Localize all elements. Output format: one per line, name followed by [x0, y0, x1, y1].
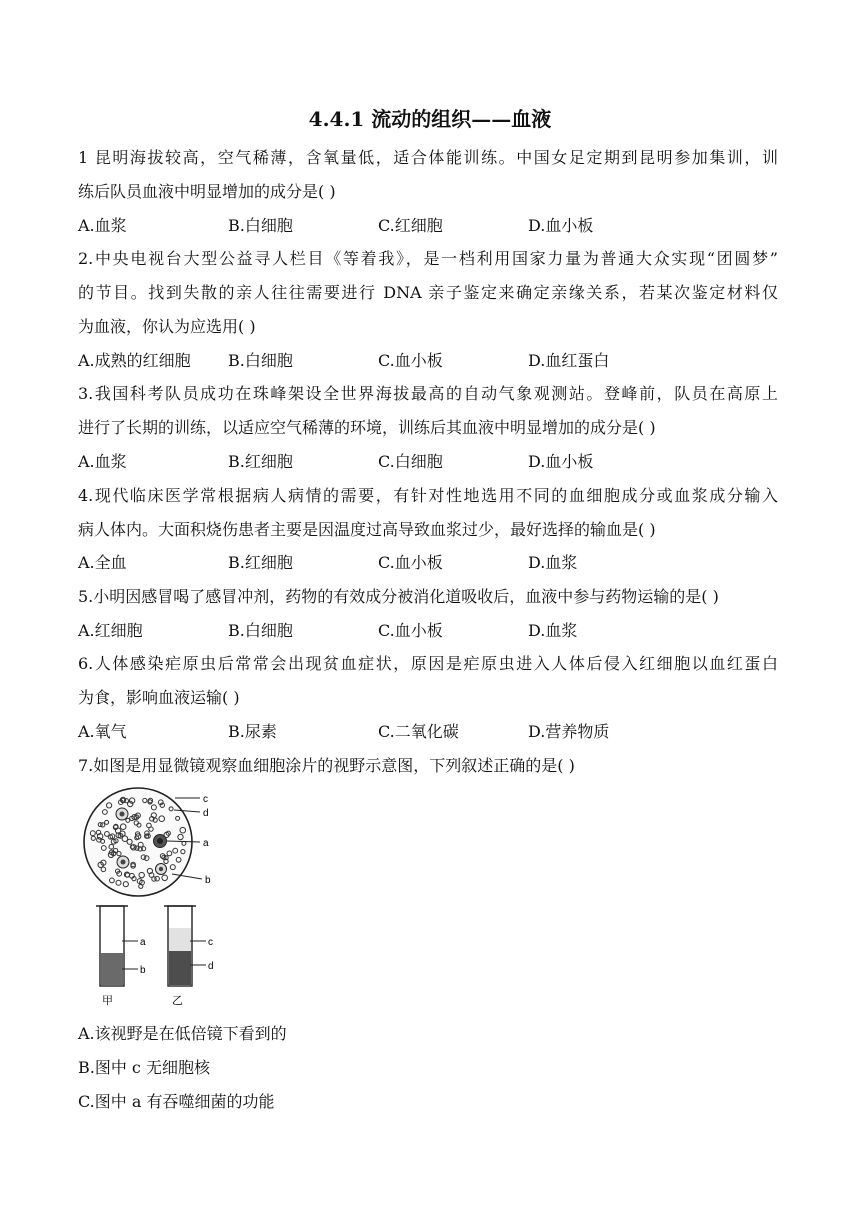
q4-line-1: 4.现代临床医学常根据病人病情的需要，有针对性地选用不同的血细胞成分或血浆成分输入 [78, 486, 778, 505]
q6-option-a: A.氧气 [78, 722, 127, 741]
q3-option-c: C.白细胞 [378, 452, 443, 471]
q6-option-c: C.二氧化碳 [378, 722, 459, 741]
q7-choice-b: B.图中 c 无细胞核 [78, 1058, 210, 1077]
blood-figure [78, 786, 228, 1008]
q4-options [78, 551, 778, 575]
q4-option-b: B.红细胞 [228, 553, 293, 572]
tube-yi-label-c: c [208, 937, 213, 948]
q1-line-1: 1 昆明海拔较高，空气稀薄，含氧量低，适合体能训练。中国女足定期到昆明参加集训，训 [78, 148, 778, 167]
q3-options [78, 450, 778, 474]
q2-line-2: 的节目。找到失散的亲人往往需要进行 DNA 亲子鉴定来确定亲缘关系，若某次鉴定材料仅 [78, 283, 778, 302]
q5-options [78, 619, 778, 643]
q2-option-d: D.血红蛋白 [528, 351, 610, 370]
q6-line-1: 6.人体感染疟原虫后常常会出现贫血症状，原因是疟原虫进入人体后侵入红细胞以血红蛋白 [78, 654, 778, 673]
page-title: 4.4.1 流动的组织——血液 [308, 107, 552, 131]
field-label-d: d [203, 808, 209, 819]
q3-option-b: B.红细胞 [228, 452, 293, 471]
tube-jia-caption: 甲 [102, 994, 113, 1007]
q4-option-a: A.全血 [78, 553, 127, 572]
test-tube-yi [164, 906, 214, 1007]
q2-option-c: C.血小板 [378, 351, 443, 370]
q1-option-c: C.红细胞 [378, 216, 443, 235]
q5-option-b: B.白细胞 [228, 621, 293, 640]
q2-line-1: 2.中央电视台大型公益寻人栏目《等着我》，是一档利用国家力量为普通大众实现“团圆梦” [78, 249, 778, 268]
q3-option-a: A.血浆 [78, 452, 127, 471]
q1-option-d: D.血小板 [528, 216, 594, 235]
q3-line-2: 进行了长期的训练，以适应空气稀薄的环境，训练后其血液中明显增加的成分是( ) [78, 418, 656, 437]
q1-line-2: 练后队员血液中明显增加的成分是( ) [78, 182, 336, 201]
q5-line-1: 5.小明因感冒喝了感冒冲剂，药物的有效成分被消化道吸收后，血液中参与药物运输的是( ) [78, 587, 719, 606]
tube-jia-label-b: b [140, 965, 146, 976]
q5-option-a: A.红细胞 [78, 621, 143, 640]
q2-option-b: B.白细胞 [228, 351, 293, 370]
q2-options [78, 349, 778, 373]
q7-choice-a: A.该视野是在低倍镜下看到的 [78, 1024, 287, 1043]
q7-choice-c: C.图中 a 有吞噬细菌的功能 [78, 1092, 275, 1111]
q3-line-1: 3.我国科考队员成功在珠峰架设全世界海拔最高的自动气象观测站。登峰前，队员在高原上 [78, 384, 778, 403]
q5-option-d: D.血浆 [528, 621, 578, 640]
field-label-c: c [203, 794, 208, 805]
tube-yi-label-d: d [208, 961, 214, 972]
q4-line-2: 病人体内。大面积烧伤患者主要是因温度过高导致血浆过少，最好选择的输血是( ) [78, 520, 656, 539]
tube-yi-caption: 乙 [172, 994, 183, 1007]
field-label-a: a [203, 838, 209, 849]
field-label-b: b [205, 875, 211, 886]
q6-option-b: B.尿素 [228, 722, 277, 741]
q4-option-c: C.血小板 [378, 553, 443, 572]
tube-jia-label-a: a [140, 937, 146, 948]
microscope-field [84, 788, 211, 896]
test-tube-jia [96, 906, 146, 1007]
q6-line-2: 为食，影响血液运输( ) [78, 688, 240, 707]
q2-option-a: A.成熟的红细胞 [78, 351, 191, 370]
q4-option-d: D.血浆 [528, 553, 578, 572]
q6-options [78, 720, 778, 744]
q7-line-1: 7.如图是用显微镜观察血细胞涂片的视野示意图，下列叙述正确的是( ) [78, 756, 575, 775]
q2-line-3: 为血液，你认为应选用( ) [78, 317, 256, 336]
q1-option-a: A.血浆 [78, 216, 127, 235]
q1-option-b: B.白细胞 [228, 216, 293, 235]
q6-option-d: D.营养物质 [528, 722, 610, 741]
q3-option-d: D.血小板 [528, 452, 594, 471]
q5-option-c: C.血小板 [378, 621, 443, 640]
q1-options [78, 214, 778, 238]
